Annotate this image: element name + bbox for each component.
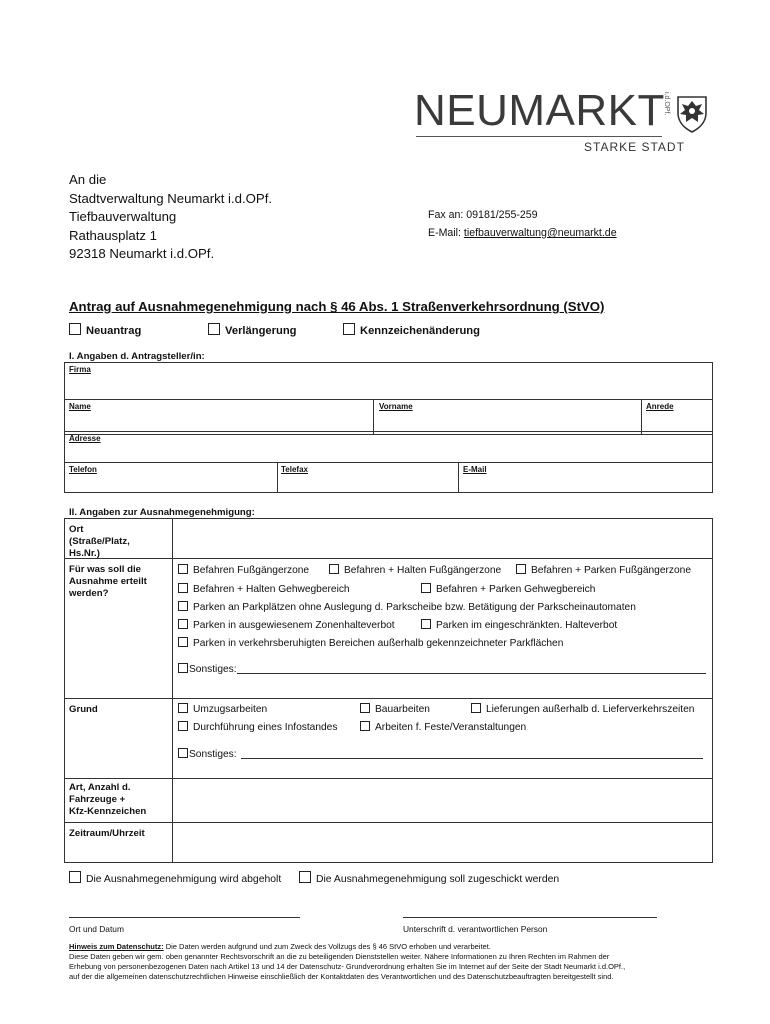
option-label: Parken an Parkplätzen ohne Auslegung d. Parkscheibe bzw. Betätigung der Parkscheinautomaten	[193, 602, 636, 613]
checkbox[interactable]	[360, 721, 370, 731]
ort-label: Ort (Straße/Platz, Hs.Nr.)	[69, 524, 130, 559]
checkbox[interactable]	[69, 323, 81, 335]
form-title: Antrag auf Ausnahmegenehmigung nach § 46 Abs. 1 Straßenverkehrsordnung (StVO)	[69, 299, 605, 314]
email-field[interactable]	[458, 462, 713, 493]
option-label: Befahren Fußgängerzone	[193, 565, 310, 576]
option-befahren-fgz[interactable]	[178, 564, 309, 576]
privacy-heading: Hinweis zum Datenschutz:	[69, 942, 164, 951]
adresse-field[interactable]	[64, 431, 713, 463]
row-divider	[64, 558, 713, 559]
coat-of-arms-icon	[676, 95, 708, 133]
option-label: Durchführung eines Infostandes	[193, 722, 338, 733]
logo-tagline	[584, 140, 685, 154]
anrede-label: Anrede	[646, 402, 674, 411]
checkbox[interactable]	[329, 564, 339, 574]
option-befahren-halten-gehweg[interactable]	[178, 583, 350, 595]
recipient-line: 92318 Neumarkt i.d.OPf.	[69, 246, 215, 262]
recipient-line: Rathausplatz 1	[69, 227, 157, 243]
telefax-label: Telefax	[281, 465, 308, 474]
option-lieferungen[interactable]	[471, 703, 694, 715]
sonstiges-grund-input[interactable]	[241, 758, 703, 759]
checkbox[interactable]	[421, 619, 431, 629]
row-divider	[64, 698, 713, 699]
firma-label: Firma	[69, 365, 91, 374]
checkbox[interactable]	[178, 583, 188, 593]
telefon-label: Telefon	[69, 465, 97, 474]
fahrzeuge-label: Art, Anzahl d. Fahrzeuge + Kfz-Kennzeichen	[69, 782, 147, 817]
signature-label: Unterschrift d. verantwortlichen Person	[403, 924, 548, 934]
logo-side-text: i.d.OPf.	[663, 92, 670, 116]
section1-heading: I. Angaben d. Antragsteller/in:	[69, 351, 205, 362]
section2-column-divider	[172, 518, 173, 863]
tagline-text: STARKE STADT	[584, 140, 685, 154]
row-divider	[64, 778, 713, 779]
option-parken-eingeschr-halteverbot[interactable]	[421, 619, 617, 631]
option-label: Befahren + Halten Fußgängerzone	[344, 565, 502, 576]
logo-divider	[416, 136, 662, 137]
recipient-line: An die	[69, 172, 107, 187]
telefon-field[interactable]	[64, 462, 278, 493]
vorname-field[interactable]	[373, 399, 642, 435]
sonstiges-label: Sonstiges:	[189, 749, 237, 760]
option-label: Arbeiten f. Feste/Veranstaltungen	[375, 722, 527, 733]
delivery-abholen[interactable]	[69, 871, 281, 885]
recipient-address	[69, 171, 272, 264]
type-verlaengerung[interactable]	[208, 323, 297, 337]
anrede-field[interactable]	[641, 399, 713, 435]
checkbox[interactable]	[178, 564, 188, 574]
recipient-line: Tiefbauverwaltung	[69, 209, 177, 225]
option-label: Befahren + Halten Gehwegbereich	[193, 584, 350, 595]
telefax-field[interactable]	[277, 462, 459, 493]
delivery-zusenden[interactable]	[299, 871, 559, 885]
fax-number: Fax an: 09181/255-259	[428, 209, 538, 221]
option-infostand[interactable]	[178, 721, 337, 733]
option-parken-verkehrsberuhigt[interactable]	[178, 637, 563, 649]
checkbox[interactable]	[178, 637, 188, 647]
option-label: Parken in ausgewiesenem Zonenhalteverbot	[193, 620, 395, 631]
type-label: Verlängerung	[225, 325, 297, 337]
recipient-line: Stadtverwaltung Neumarkt i.d.OPf.	[69, 190, 273, 206]
checkbox[interactable]	[178, 601, 188, 611]
type-label: Neuantrag	[86, 325, 142, 337]
option-parken-parkplaetze[interactable]	[178, 601, 636, 613]
privacy-line	[69, 942, 625, 952]
option-label: Befahren + Parken Gehwegbereich	[436, 584, 596, 595]
date-label: Ort und Datum	[69, 924, 124, 934]
email-line	[428, 227, 617, 239]
email-link[interactable]: tiefbauverwaltung@neumarkt.de	[463, 227, 617, 239]
city-logo	[414, 88, 714, 158]
name-field[interactable]	[64, 399, 374, 435]
checkbox[interactable]	[178, 619, 188, 629]
checkbox[interactable]	[178, 703, 188, 713]
checkbox[interactable]	[343, 323, 355, 335]
privacy-notice	[69, 942, 625, 982]
option-label: Parken in verkehrsberuhigten Bereichen außerhalb gekennzeichneter Parkflächen	[193, 638, 564, 649]
section2-heading: II. Angaben zur Ausnahmegenehmigung:	[69, 507, 255, 518]
type-label: Kennzeichenänderung	[360, 325, 480, 337]
option-sonstiges-grund[interactable]	[178, 748, 237, 760]
option-label: Umzugsarbeiten	[193, 704, 268, 715]
option-label: Parken im eingeschränkten. Halteverbot	[436, 620, 618, 631]
checkbox[interactable]	[178, 663, 188, 673]
type-neuantrag[interactable]	[69, 323, 141, 337]
email-label: E-Mail	[463, 465, 487, 474]
firma-field[interactable]	[64, 362, 713, 400]
name-label: Name	[69, 402, 91, 411]
delivery-label: Die Ausnahmegenehmigung wird abgeholt	[86, 874, 282, 885]
checkbox[interactable]	[178, 721, 188, 731]
option-umzug[interactable]	[178, 703, 267, 715]
option-parken-zonenhalteverbot[interactable]	[178, 619, 395, 631]
option-bauarbeiten[interactable]	[360, 703, 430, 715]
row-divider	[64, 822, 713, 823]
vorname-label: Vorname	[379, 402, 413, 411]
option-befahren-halten-fgz[interactable]	[329, 564, 501, 576]
privacy-line: Erhebung von personenbezogenen Daten nach Artikel 13 und 14 der Datenschutz- Grundverordnung erhalten Sie im Internet auf der Seite der Stadt Neumarkt i.d.OPf.,	[69, 962, 626, 971]
type-kennzeichen[interactable]	[343, 323, 480, 337]
ort-input[interactable]	[174, 520, 711, 557]
logo-wordmark: NEUMARKT	[414, 86, 665, 135]
option-label: Befahren + Parken Fußgängerzone	[531, 565, 691, 576]
checkbox[interactable]	[516, 564, 526, 574]
privacy-line: Diese Daten geben wir gem. oben genannter Rechtsvorschrift an die zu beteiligenden Dienststellen weiter. Nähere Informationen zu Ihren Rechten im Rahmen der	[69, 952, 610, 961]
date-signature-line[interactable]	[69, 917, 300, 918]
checkbox[interactable]	[360, 703, 370, 713]
option-sonstiges-wofuer[interactable]	[178, 663, 237, 675]
grund-label: Grund	[69, 704, 98, 715]
sonstiges-wofuer-input[interactable]	[237, 673, 706, 674]
email-prefix: E-Mail:	[428, 227, 464, 239]
zeitraum-input[interactable]	[174, 824, 711, 862]
checkbox[interactable]	[208, 323, 220, 335]
checkbox[interactable]	[471, 703, 481, 713]
option-label: Bauarbeiten	[375, 704, 430, 715]
checkbox[interactable]	[299, 871, 311, 883]
option-feste[interactable]	[360, 721, 526, 733]
option-befahren-parken-fgz[interactable]	[516, 564, 691, 576]
checkbox[interactable]	[178, 748, 188, 758]
option-label: Lieferungen außerhalb d. Lieferverkehrszeiten	[486, 704, 695, 715]
privacy-line: auf der die allgemeinen datenschutzrechtlichen Hinweise einschließlich der Kontaktdaten des Verantwortlichen und des Datenschutzbeauftragten bereitgestellt sind.	[69, 972, 614, 981]
checkbox[interactable]	[421, 583, 431, 593]
delivery-label: Die Ausnahmegenehmigung soll zugeschickt werden	[316, 874, 560, 885]
checkbox[interactable]	[69, 871, 81, 883]
wofuer-label: Für was soll die Ausnahme erteilt werden?	[69, 564, 147, 599]
adresse-label: Adresse	[69, 434, 101, 443]
fahrzeuge-input[interactable]	[174, 780, 711, 821]
sonstiges-label: Sonstiges:	[189, 664, 237, 675]
option-befahren-parken-gehweg[interactable]	[421, 583, 595, 595]
privacy-text: Die Daten werden aufgrund und zum Zweck des Vollzugs des § 46 StVO erhoben und verarbeitet.	[163, 942, 491, 951]
zeitraum-label: Zeitraum/Uhrzeit	[69, 828, 145, 839]
person-signature-line[interactable]	[403, 917, 657, 918]
